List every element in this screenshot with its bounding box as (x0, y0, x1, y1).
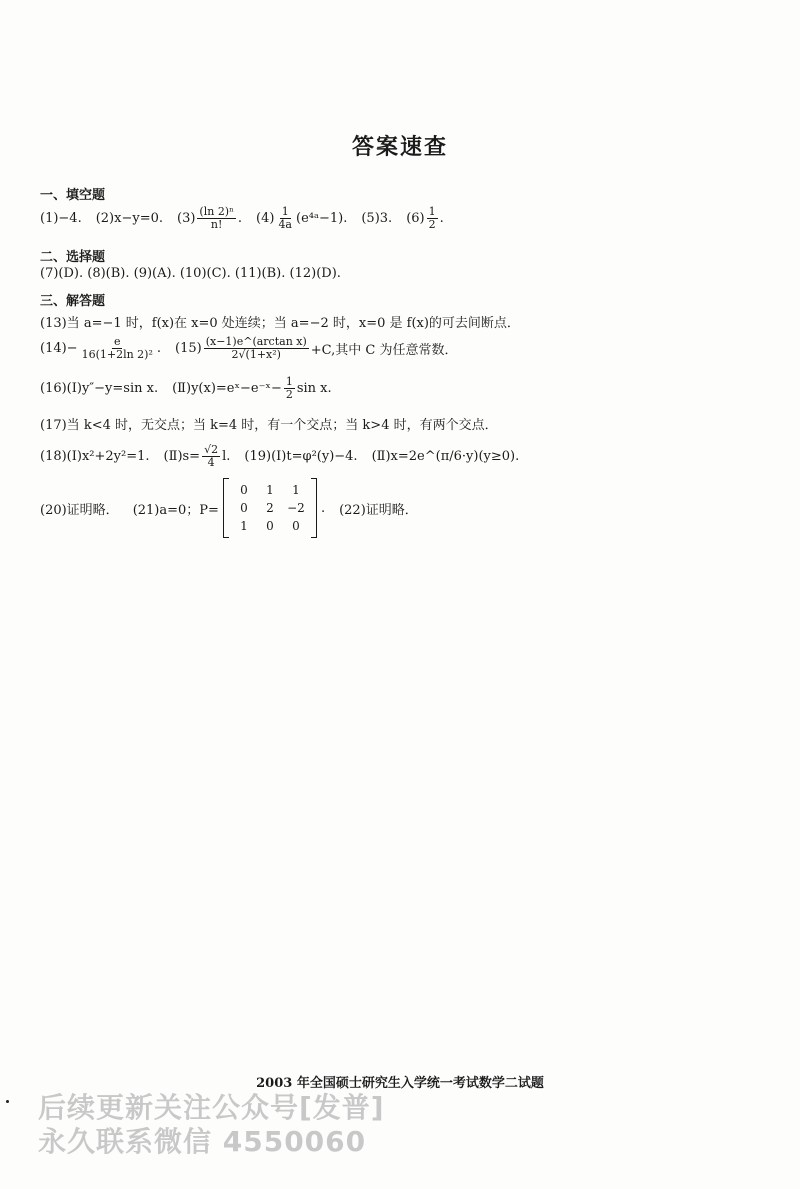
matrix-p (223, 478, 317, 538)
answer-6-label: (6) (406, 211, 425, 227)
answer-18-fraction (202, 444, 220, 469)
answer-4 (256, 206, 347, 231)
answer-4-label: (4) (256, 211, 275, 227)
section-fill-blank: 一、填空题 (40, 188, 106, 203)
answer-18-part-2-label: (Ⅱ)s= (163, 449, 201, 465)
answer-20: (20)证明略． (40, 502, 119, 518)
fraction-denominator: n! (210, 218, 223, 232)
answer-1: (1)−4. (40, 211, 82, 227)
answer-18-part-1: (18)(Ⅰ)x²+2y²=1. (40, 449, 150, 465)
answer-4-fraction (276, 206, 294, 231)
answer-2: (2)x−y=0. (95, 211, 163, 227)
matrix-cell: 0 (266, 519, 274, 533)
answers-20-22-line (40, 478, 432, 538)
matrix-cell: 0 (292, 519, 300, 533)
watermark-line-1: 后续更新关注公众号[发普] (38, 1091, 385, 1124)
matrix-cell: 1 (292, 483, 300, 497)
answer-14-label: (14)− (40, 341, 78, 357)
fraction-denominator: 16(1+2ln 2)² (81, 348, 153, 362)
fraction-denominator: 4 (207, 456, 215, 470)
answer-3 (177, 206, 242, 231)
fraction-denominator: 2 (285, 388, 293, 402)
answer-3-label: (3) (177, 211, 196, 227)
watermark-line-2: 永久联系微信 4550060 (38, 1125, 367, 1158)
answer-6-fraction (427, 206, 438, 231)
matrix-grid (229, 483, 311, 533)
answer-18-part-2 (164, 444, 231, 469)
fraction-numerator: 1 (428, 205, 436, 218)
answer-14-suffix: . (156, 341, 162, 357)
answer-21-suffix: . (320, 500, 326, 516)
page-footer: 2003 年全国硕士研究生入学统一考试数学二试题 (256, 1076, 544, 1091)
answer-16-part-2 (172, 376, 332, 401)
answer-16-fraction (284, 376, 295, 401)
answer-14 (40, 336, 161, 361)
answer-13: (13)当 a=−1 时，f(x)在 x=0 处连续；当 a=−2 时，x=0 是 f(x)的可去间断点． (40, 316, 520, 331)
answer-19-part-2: (Ⅱ)x=2e^(π/6·y)(y≥0). (371, 449, 520, 465)
fraction-denominator: 4a (278, 218, 292, 232)
matrix-cell: 2 (266, 501, 274, 515)
answer-16-line (40, 376, 346, 401)
fraction-numerator: e (113, 335, 121, 348)
fraction-numerator: √2 (204, 443, 219, 456)
answer-14-fraction (80, 336, 155, 361)
answer-16-part-2-label: (Ⅱ)y(x)=eˣ−e⁻ˣ− (172, 381, 282, 397)
answer-3-fraction (197, 206, 235, 231)
page-title: 答案速查 (351, 135, 448, 160)
answer-18-suffix: l. (222, 449, 231, 465)
matrix-cell: 1 (266, 483, 274, 497)
answer-15-suffix: +C,其中 C 为任意常数． (310, 343, 458, 359)
answers-14-15-line (40, 336, 472, 361)
matrix-cell: −2 (287, 501, 305, 515)
answer-17: (17)当 k<4 时，无交点；当 k=4 时，有一个交点；当 k>4 时，有两个交点． (40, 418, 498, 433)
matrix-cell: 0 (240, 501, 248, 515)
fill-answers-line (40, 206, 458, 231)
answers-18-19-line (40, 444, 533, 469)
fraction-denominator: 2√(1+x²) (231, 348, 281, 362)
fraction-denominator: 2 (428, 218, 436, 232)
answer-16-suffix: sin x. (296, 381, 332, 397)
fraction-numerator: (x−1)e^(arctan x) (205, 335, 307, 348)
matrix-cell: 0 (240, 483, 248, 497)
answer-15 (175, 336, 457, 361)
fraction-numerator: 1 (281, 205, 289, 218)
fraction-numerator: 1 (285, 375, 293, 388)
answer-21-label: (21)a=0；P= (132, 502, 219, 518)
answer-15-label: (15) (175, 341, 202, 357)
section-multiple-choice: 二、选择题 (40, 250, 106, 265)
answer-5: (5)3. (361, 211, 393, 227)
matrix-right-bracket (311, 478, 317, 538)
matrix-cell: 1 (240, 519, 248, 533)
fraction-numerator: (ln 2)ⁿ (199, 205, 234, 218)
answer-16-part-1: (16)(Ⅰ)y″−y=sin x. (40, 381, 159, 397)
answer-21 (133, 478, 325, 538)
section-solutions: 三、解答题 (40, 294, 106, 309)
answer-22: (22)证明略． (339, 502, 418, 518)
answer-6-suffix: . (439, 211, 444, 227)
answer-15-fraction (204, 336, 309, 361)
answer-4-suffix: (e⁴ᵃ−1). (296, 211, 348, 227)
answer-19-part-1: (19)(Ⅰ)t=φ²(y)−4. (244, 449, 358, 465)
choice-answers-line: (7)(D). (8)(B). (9)(A). (10)(C). (11)(B). (12)(D). (40, 266, 341, 281)
answer-6 (406, 206, 444, 231)
answer-3-suffix: . (237, 211, 243, 227)
scan-speck (6, 1100, 9, 1103)
